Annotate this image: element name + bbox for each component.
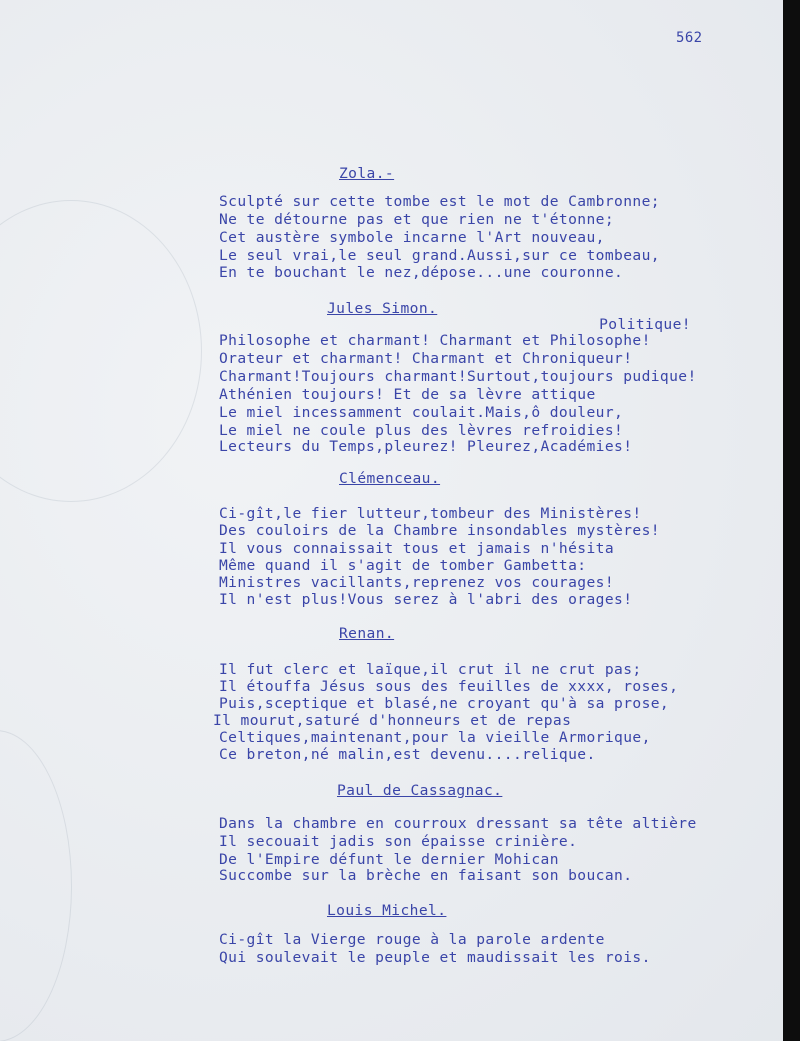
poem-line: Il étouffa Jésus sous des feuilles de xxxx, roses, [219,678,679,695]
poem-line: Philosophe et charmant! Charmant et Philosophe! [219,332,651,349]
poem-line: Ne te détourne pas et que rien ne t'étonne; [219,211,615,228]
page-edge-shadow [783,0,800,1041]
paper-stain [0,730,72,1041]
poem-line: Puis,sceptique et blasé,ne croyant qu'à sa prose, [219,695,670,712]
poem-line: Le seul vrai,le seul grand.Aussi,sur ce tombeau, [219,247,660,264]
poem-line: Dans la chambre en courroux dressant sa tête altière [219,815,697,832]
poem-line: Il fut clerc et laïque,il crut il ne crut pas; [219,661,642,678]
section-heading-louis-michel: Louis Michel. [327,902,447,919]
poem-line: Il n'est plus!Vous serez à l'abri des orages! [219,591,633,608]
poem-line: Il mourut,saturé d'honneurs et de repas [213,712,572,729]
poem-line: Orateur et charmant! Charmant et Chroniqueur! [219,350,633,367]
poem-line: Celtiques,maintenant,pour la vieille Armorique, [219,729,651,746]
poem-line: Le miel incessamment coulait.Mais,ô douleur, [219,404,624,421]
poem-line: Le miel ne coule plus des lèvres refroidies! [219,422,624,439]
poem-line: Qui soulevait le peuple et maudissait les rois. [219,949,651,966]
section-heading-zola: Zola.- [339,165,395,182]
paper-stain [0,200,202,502]
poem-line: Ci-gît,le fier lutteur,tombeur des Ministères! [219,505,642,522]
poem-line: Ci-gît la Vierge rouge à la parole ardente [219,931,605,948]
poem-line: Athénien toujours! Et de sa lèvre attique [219,386,596,403]
poem-line: Cet austère symbole incarne l'Art nouveau, [219,229,605,246]
section-heading-paul-de-cassagnac: Paul de Cassagnac. [337,782,503,799]
poem-line: Charmant!Toujours charmant!Surtout,toujours pudique! [219,368,697,385]
poem-line: Sculpté sur cette tombe est le mot de Cambronne; [219,193,660,210]
section-heading-clemenceau: Clémenceau. [339,470,441,487]
poem-line: Ministres vacillants,reprenez vos courages! [219,574,615,591]
section-heading-renan: Renan. [339,625,395,642]
poem-line: Il vous connaissait tous et jamais n'hésita [219,540,615,557]
poem-line: Des couloirs de la Chambre insondables mystères! [219,522,660,539]
poem-line: En te bouchant le nez,dépose...une couronne. [219,264,624,281]
poem-line: De l'Empire défunt le dernier Mohican [219,851,559,868]
poem-line: Lecteurs du Temps,pleurez! Pleurez,Académies! [219,438,633,455]
poem-line: Ce breton,né malin,est devenu....relique. [219,746,596,763]
poem-line: Succombe sur la brèche en faisant son boucan. [219,867,633,884]
poem-line: Il secouait jadis son épaisse crinière. [219,833,578,850]
poem-line: Politique! [397,316,691,333]
poem-line: Même quand il s'agit de tomber Gambetta: [219,557,587,574]
section-heading-jules-simon: Jules Simon. [327,300,438,317]
page-number: 562 [676,30,703,46]
